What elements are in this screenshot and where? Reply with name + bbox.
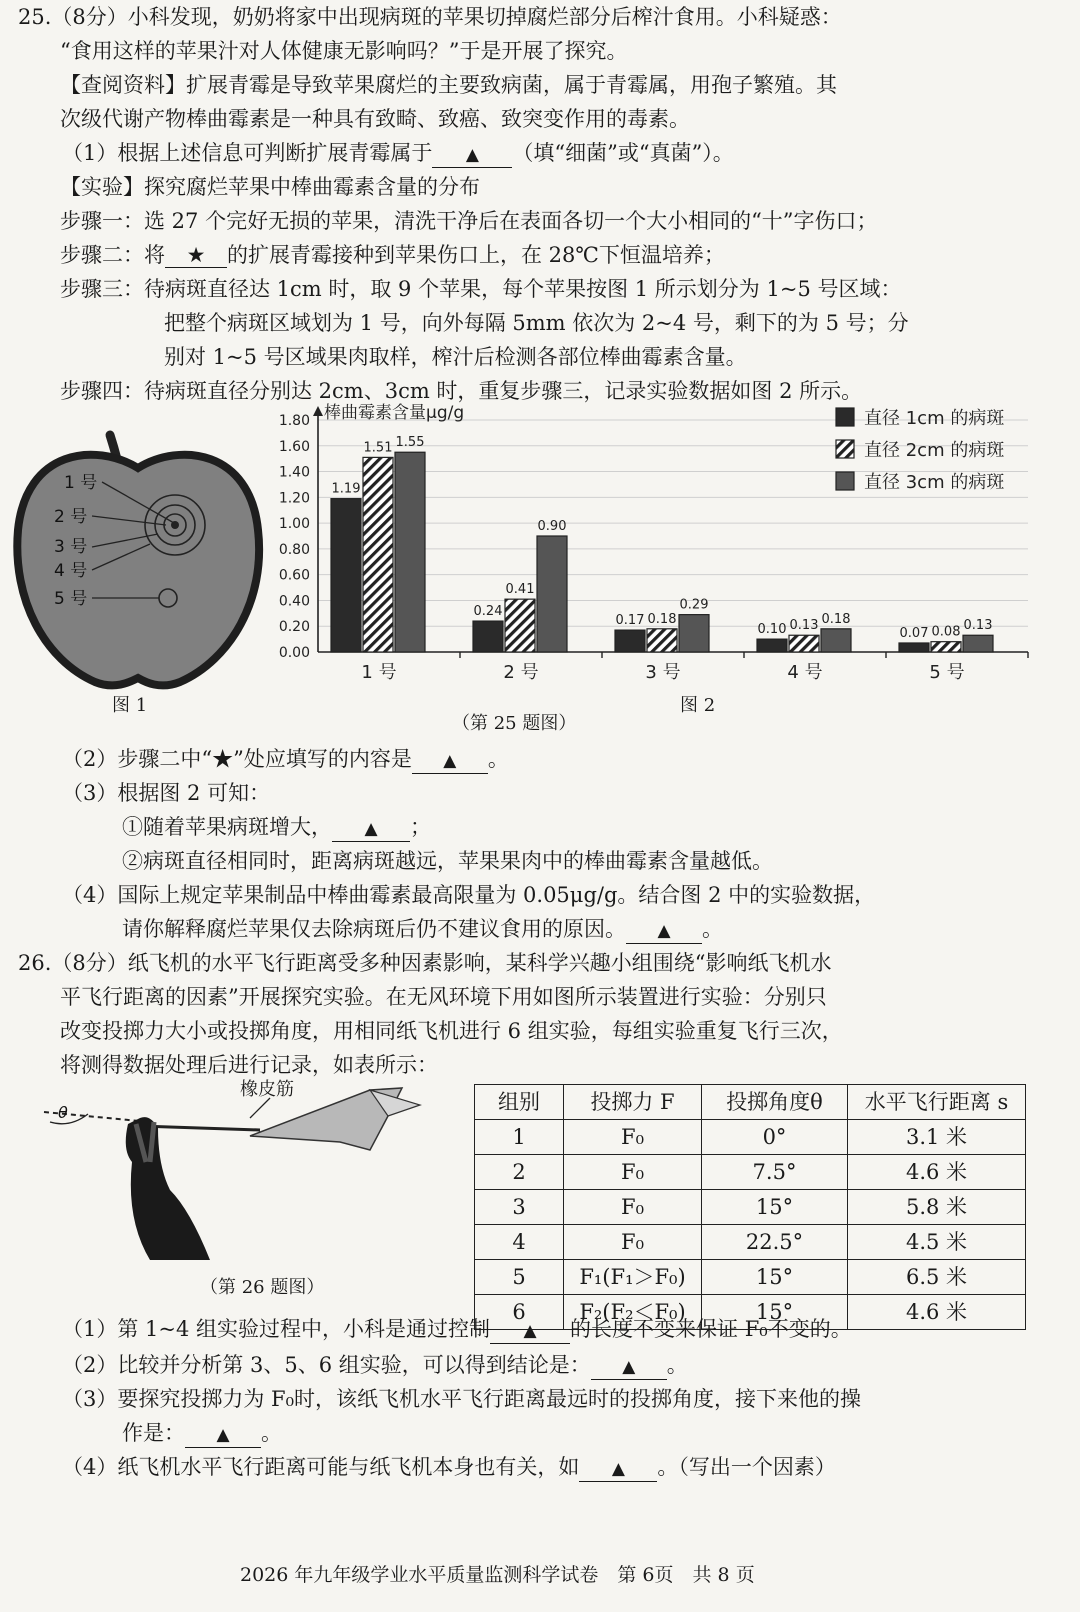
table-cell: 2: [475, 1155, 564, 1190]
x-category-label: 5 号: [929, 662, 965, 683]
q26-sub3-line1: （3）要探究投掷力为 F₀时，该纸飞机水平飞行距离最远时的投掷角度，接下来他的操: [62, 1387, 862, 1411]
q26-data-table: [474, 1084, 1026, 1330]
q26-line-1: 26.（8分）纸飞机的水平飞行距离受多种因素影响，某科学兴趣小组围绕“影响纸飞机水: [18, 951, 832, 975]
triangle-icon: ▲: [465, 145, 479, 165]
q25-step-3: 步骤三：待病斑直径达 1cm 时，取 9 个苹果，每个苹果按图 1 所示划分为 1~5 号区域：: [60, 277, 902, 301]
bar: [363, 457, 393, 652]
period: 。: [261, 1421, 282, 1445]
y-tick-label: 0.60: [278, 567, 310, 584]
y-tick-label: 1.20: [278, 490, 310, 507]
bar-data-label: 0.13: [789, 618, 819, 634]
q25-line-1: 25.（8分）小科发现，奶奶将家中出现病斑的苹果切掉腐烂部分后榨汁食用。小科疑惑：: [18, 5, 842, 29]
y-tick-label: 0.40: [278, 593, 310, 610]
y-tick-label: 0.80: [278, 541, 310, 558]
answer-blank[interactable]: [185, 1421, 261, 1448]
table-cell: 4: [475, 1225, 564, 1260]
table-header-cell: 投掷角度θ: [702, 1085, 848, 1120]
q26-sub3-text: 作是：: [122, 1421, 185, 1445]
semicolon: ；: [410, 815, 431, 839]
table-cell: F₂(F₂＜F₀): [564, 1295, 702, 1330]
bar-data-label: 1.55: [395, 435, 425, 451]
table-cell: F₀: [564, 1120, 702, 1155]
bar-data-label: 0.18: [821, 611, 851, 627]
bar-data-label: 0.24: [473, 604, 503, 620]
q25-sub3-item1-text: ①随着苹果病斑增大，: [122, 815, 332, 839]
y-axis-arrow: [313, 406, 323, 416]
table-cell: 15°: [702, 1260, 848, 1295]
bar-data-label: 0.18: [647, 611, 677, 627]
q25-sub3-item2: ②病斑直径相同时，距离病斑越远，苹果果肉中的棒曲霉素含量越低。: [122, 849, 773, 873]
q25-sub2-text: （2）步骤二中“★”处应填写的内容是: [62, 747, 412, 771]
q25-sub4-line2: [122, 914, 723, 945]
x-category-label: 1 号: [361, 662, 397, 683]
bar: [963, 635, 993, 652]
q25-step-2-text-b: 的扩展青霉接种到苹果伤口上，在 28℃下恒温培养；: [227, 243, 725, 267]
y-tick-label: 1.40: [278, 464, 310, 481]
q25-line-3: 【查阅资料】扩展青霉是导致苹果腐烂的主要致病菌，属于青霉属，用孢子繁殖。其: [60, 73, 837, 97]
q25-step-2-text-a: 步骤二：将: [60, 243, 165, 267]
y-tick-label: 1.60: [278, 438, 310, 455]
fig1-label-4: 4 号: [54, 561, 88, 581]
bar-data-label: 0.07: [899, 625, 929, 641]
triangle-icon: ▲: [216, 1425, 230, 1445]
q25-sub4-line1: （4）国际上规定苹果制品中棒曲霉素最高限量为 0.05μg/g。结合图 2 中的实验数据，: [62, 883, 876, 907]
y-tick-label: 0.00: [278, 645, 310, 661]
table-cell: 0°: [702, 1120, 848, 1155]
bar: [537, 536, 567, 652]
table-cell: 6: [475, 1295, 564, 1330]
table-cell: 5: [475, 1260, 564, 1295]
table-cell: 1: [475, 1120, 564, 1155]
bar: [931, 642, 961, 652]
table-cell: F₀: [564, 1225, 702, 1260]
theta-label: θ: [58, 1103, 68, 1122]
answer-blank[interactable]: [432, 141, 512, 168]
bar-data-label: 0.10: [757, 622, 787, 638]
table-cell: 4.5 米: [848, 1225, 1026, 1260]
period: 。: [702, 917, 723, 941]
bar: [615, 630, 645, 652]
fig1-label-5: 5 号: [54, 589, 88, 609]
bar-data-label: 0.08: [931, 624, 961, 640]
bar: [821, 629, 851, 652]
q26-sub4-text-b: 。（写出一个因素）: [657, 1455, 836, 1479]
star-blank[interactable]: [165, 243, 227, 268]
table-header-cell: 投掷力 F: [564, 1085, 702, 1120]
figure-1-apple: [10, 420, 270, 710]
x-category-label: 2 号: [503, 662, 539, 683]
legend-label: 直径 3cm 的病斑: [864, 472, 1005, 493]
table-cell: 3: [475, 1190, 564, 1225]
bar-data-label: 1.19: [331, 481, 361, 497]
triangle-icon: ▲: [657, 921, 671, 941]
x-category-label: 3 号: [645, 662, 681, 683]
q26-sub4: [62, 1452, 836, 1483]
table-row: [475, 1225, 1026, 1260]
table-cell: 22.5°: [702, 1225, 848, 1260]
q26-figure-caption: （第 26 题图）: [200, 1277, 325, 1298]
q25-figure-caption: （第 25 题图）: [452, 713, 577, 734]
q26-sub2: [62, 1350, 688, 1381]
triangle-icon: ▲: [523, 1321, 537, 1341]
fig1-label-1: 1 号: [64, 473, 98, 493]
triangle-icon: ▲: [611, 1459, 625, 1479]
q25-line-4: 次级代谢产物棒曲霉素是一种具有致畸、致癌、致突变作用的毒素。: [60, 107, 690, 131]
bar: [899, 643, 929, 652]
q25-step-3-cont-2: 别对 1~5 号区域果肉取样，榨汁后检测各部位棒曲霉素含量。: [164, 345, 747, 369]
q26-line-3: 改变投掷力大小或投掷角度，用相同纸飞机进行 6 组实验，每组实验重复飞行三次，: [60, 1019, 843, 1043]
bar-data-label: 0.13: [963, 618, 993, 634]
answer-blank[interactable]: [579, 1455, 657, 1482]
bar-data-label: 1.51: [363, 440, 393, 456]
triangle-icon: ▲: [622, 1357, 636, 1377]
bar: [789, 635, 819, 652]
q26-sub2-text: （2）比较并分析第 3、5、6 组实验，可以得到结论是：: [62, 1353, 591, 1377]
table-cell: 15°: [702, 1295, 848, 1330]
table-row: [475, 1260, 1026, 1295]
bar: [647, 629, 677, 652]
legend-swatch: [836, 472, 854, 490]
q25-sub1-text: （1）根据上述信息可判断扩展青霉属于: [62, 141, 433, 165]
table-cell: 3.1 米: [848, 1120, 1026, 1155]
q25-step-1: 步骤一：选 27 个完好无损的苹果，清洗干净后在表面各切一个大小相同的“十”字伤口；: [60, 209, 878, 233]
q26-sub3-line2: [122, 1418, 282, 1449]
page-footer: 2026 年九年级学业水平质量监测科学试卷 第 6页 共 8 页: [240, 1564, 755, 1586]
q26-sub4-text-a: （4）纸飞机水平飞行距离可能与纸飞机本身也有关，如: [62, 1455, 580, 1479]
triangle-icon: ▲: [443, 751, 457, 771]
q26-line-4: 将测得数据处理后进行记录，如表所示：: [60, 1053, 438, 1077]
legend-swatch: [836, 440, 854, 458]
q25-sub3: （3）根据图 2 可知：: [62, 781, 271, 805]
table-cell: F₀: [564, 1190, 702, 1225]
figure-2-caption: 图 2: [680, 695, 716, 716]
q25-sub2: [62, 744, 509, 775]
figure-2-bar-chart: [268, 400, 1048, 690]
bar: [505, 599, 535, 652]
q25-step-4: 步骤四：待病斑直径分别达 2cm、3cm 时，重复步骤三，记录实验数据如图 2 所示。: [60, 379, 863, 403]
table-row: [475, 1190, 1026, 1225]
q25-sub1: [62, 138, 734, 169]
q26-sub1-text-b: 的长度不变来保证 F₀不变的。: [570, 1317, 852, 1341]
table-header-cell: 组别: [475, 1085, 564, 1120]
table-header-cell: 水平飞行距离 s: [848, 1085, 1026, 1120]
rubber-band-label: 橡皮筋: [240, 1079, 294, 1100]
table-cell: 6.5 米: [848, 1260, 1026, 1295]
q25-line-2: “食用这样的苹果汁对人体健康无影响吗？”于是开展了探究。: [60, 39, 628, 63]
answer-blank[interactable]: [626, 917, 702, 944]
q25-step-2: [60, 240, 725, 271]
x-category-label: 4 号: [787, 662, 823, 683]
legend-label: 直径 2cm 的病斑: [864, 440, 1005, 461]
bar: [473, 621, 503, 652]
q25-sub4-text: 请你解释腐烂苹果仅去除病斑后仍不建议食用的原因。: [122, 917, 626, 941]
table-cell: 5.8 米: [848, 1190, 1026, 1225]
period: 。: [487, 747, 509, 771]
q26-line-2: 平飞行距离的因素”开展探究实验。在无风环境下用如图所示装置进行实验：分别只: [60, 985, 827, 1009]
fig1-label-2: 2 号: [54, 507, 88, 527]
fig1-label-3: 3 号: [54, 537, 88, 557]
bar: [331, 499, 361, 652]
answer-blank[interactable]: [332, 815, 410, 842]
table-cell: F₁(F₁＞F₀): [564, 1260, 702, 1295]
q25-sub1-hint: （填“细菌”或“真菌”）。: [512, 141, 734, 165]
answer-blank[interactable]: [412, 747, 488, 774]
legend-swatch: [836, 408, 854, 426]
bar: [395, 452, 425, 652]
y-tick-label: 0.20: [278, 619, 310, 636]
bar-data-label: 0.17: [615, 613, 645, 629]
table-cell: 4.6 米: [848, 1295, 1026, 1330]
table-cell: 7.5°: [702, 1155, 848, 1190]
y-axis-title: 棒曲霉素含量μg/g: [324, 403, 465, 423]
q25-step-3-cont-1: 把整个病斑区域划为 1 号，向外每隔 5mm 依次为 2~4 号，剩下的为 5 号；分: [164, 311, 909, 335]
legend-label: 直径 1cm 的病斑: [864, 408, 1005, 429]
q26-sub1-text-a: （1）第 1~4 组实验过程中，小科是通过控制: [62, 1317, 491, 1341]
period: 。: [666, 1353, 688, 1377]
bar: [757, 639, 787, 652]
y-tick-label: 1.80: [278, 413, 310, 429]
bar-data-label: 0.29: [679, 597, 709, 613]
bar-data-label: 0.41: [505, 582, 535, 598]
table-row: [475, 1120, 1026, 1155]
y-tick-label: 1.00: [278, 516, 310, 533]
table-cell: F₀: [564, 1155, 702, 1190]
table-row: [475, 1155, 1026, 1190]
table-cell: 4.6 米: [848, 1155, 1026, 1190]
answer-blank[interactable]: [490, 1317, 570, 1344]
table-header-row: [475, 1085, 1026, 1120]
triangle-icon: ▲: [364, 819, 378, 839]
answer-blank[interactable]: [591, 1353, 667, 1380]
q26-sub1: [62, 1314, 852, 1345]
figure-1-caption: 图 1: [112, 695, 148, 716]
q25-experiment-title: 【实验】探究腐烂苹果中棒曲霉素含量的分布: [60, 175, 480, 199]
bar: [679, 615, 709, 652]
q25-sub3-item1: [122, 812, 431, 843]
bar-data-label: 0.90: [537, 519, 567, 534]
star-icon: ★: [186, 243, 206, 267]
table-cell: 15°: [702, 1190, 848, 1225]
